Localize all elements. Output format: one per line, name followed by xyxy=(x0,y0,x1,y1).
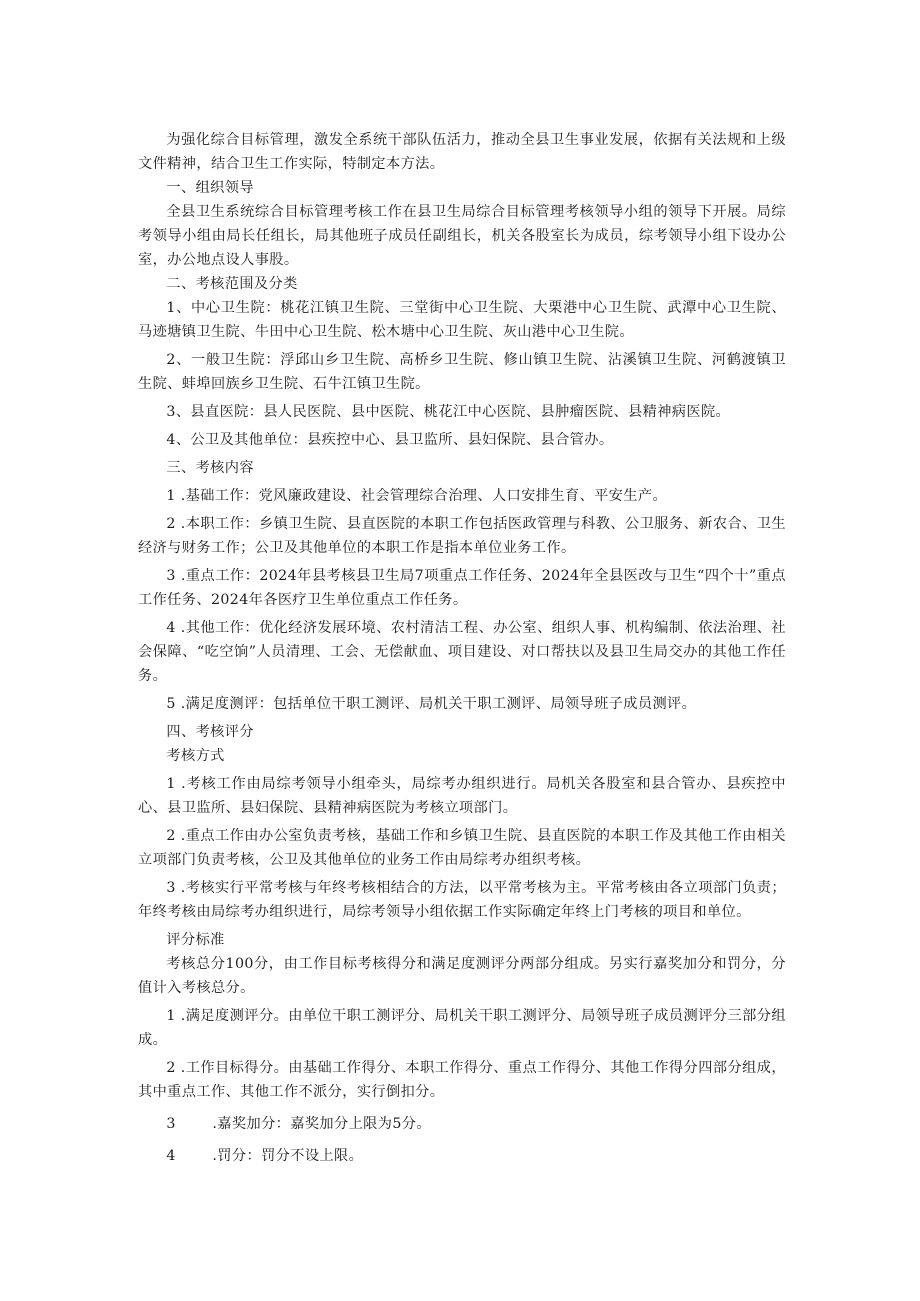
paragraph-12: 4 .其他工作：优化经济发展环境、农村清洁工程、办公室、组织人事、机构编制、依法治理、社会保障、“吃空饷”人员清理、工会、无偿献血、项目建设、对口帮扶以及县卫生局交办的其他工作任务。 xyxy=(138,620,786,684)
numbered-item-4 xyxy=(138,1144,786,1168)
section-heading-3: 三、考核内容 xyxy=(166,460,254,476)
item-text: .罚分：罚分不设上限。 xyxy=(212,1148,364,1164)
item-text: .嘉奖加分：嘉奖加分上限为5分。 xyxy=(212,1116,431,1132)
paragraph-7: 4、公卫及其他单位：县疾控中心、县卫监所、县妇保院、县合管办。 xyxy=(166,432,614,448)
paragraph-4: 1、中心卫生院：桃花江镇卫生院、三堂街中心卫生院、大栗港中心卫生院、武潭中心卫生院、马迹塘镇卫生院、牛田中心卫生院、松木塘中心卫生院、灰山港中心卫生院。 xyxy=(138,300,786,340)
numbered-item-3 xyxy=(138,1112,786,1136)
paragraph-22: 2 .工作目标得分。由基础工作得分、本职工作得分、重点工作得分、其他工作得分四部分组成，其中重点工作、其他工作不派分，实行倒扣分。 xyxy=(138,1060,786,1100)
paragraph-9: 1 .基础工作：党风廉政建设、社会管理综合治理、人口安排生育、平安生产。 xyxy=(166,488,668,504)
paragraph-2: 全县卫生系统综合目标管理考核工作在县卫生局综合目标管理考核领导小组的领导下开展。局综考领导小组由局长任组长，局其他班子成员任副组长，机关各股室长为成员，综考领导小组下设办公室，办公地点设人事股。 xyxy=(138,204,786,268)
paragraph-21: 1 .满足度测评分。由单位干职工测评分、局机关干职工测评分、局领导班子成员测评分三部分组成。 xyxy=(138,1008,786,1048)
section-heading-1: 一、组织领导 xyxy=(166,180,254,196)
item-number: 4 xyxy=(166,1148,176,1164)
subheading-assessment-method: 考核方式 xyxy=(166,748,225,764)
document-body xyxy=(138,128,786,1168)
paragraph-17: 2 .重点工作由办公室负责考核，基础工作和乡镇卫生院、县直医院的本职工作及其他工作由相关立项部门负责考核，公卫及其他单位的业务工作由局综考办组织考核。 xyxy=(138,828,786,868)
paragraph-20: 考核总分100分，由工作目标考核得分和满足度测评分两部分组成。另实行嘉奖加分和罚分，分值计入考核总分。 xyxy=(138,956,786,996)
paragraph-13: 5 .满足度测评：包括单位干职工测评、局机关干职工测评、局领导班子成员测评。 xyxy=(166,696,697,712)
paragraph-16: 1 .考核工作由局综考领导小组牵头，局综考办组织进行。局机关各股室和县合管办、县疾控中心、县卫监所、县妇保院、县精神病医院为考核立项部门。 xyxy=(138,776,786,816)
paragraph-10: 2 .本职工作：乡镇卫生院、县直医院的本职工作包括医政管理与科教、公卫服务、新农合、卫生经济与财务工作；公卫及其他单位的本职工作是指本单位业务工作。 xyxy=(138,516,786,556)
section-heading-4: 四、考核评分 xyxy=(166,724,254,740)
paragraph-0: 为强化综合目标管理，激发全系统干部队伍活力，推动全县卫生事业发展，依据有关法规和上级文件精神，结合卫生工作实际，特制定本方法。 xyxy=(138,132,786,172)
subheading-scoring-standard: 评分标准 xyxy=(166,932,225,948)
section-heading-2: 二、考核范围及分类 xyxy=(166,276,298,292)
item-number: 3 xyxy=(166,1116,176,1132)
paragraph-11: 3 .重点工作：2024年县考核县卫生局7项重点工作任务、2024年全县医改与卫生“四个十”重点工作任务、2024年各医疗卫生单位重点工作任务。 xyxy=(138,568,786,608)
paragraph-5: 2、一般卫生院：浮邱山乡卫生院、高桥乡卫生院、修山镇卫生院、沾溪镇卫生院、河鹤渡镇卫生院、蚌埠回族乡卫生院、石牛江镇卫生院。 xyxy=(138,352,786,392)
paragraph-18: 3 .考核实行平常考核与年终考核相结合的方法，以平常考核为主。平常考核由各立项部门负责；年终考核由局综考办组织进行，局综考领导小组依据工作实际确定年终上门考核的项目和单位。 xyxy=(138,880,786,920)
paragraph-6: 3、县直医院：县人民医院、县中医院、桃花江中心医院、县肿瘤医院、县精神病医院。 xyxy=(166,404,731,420)
